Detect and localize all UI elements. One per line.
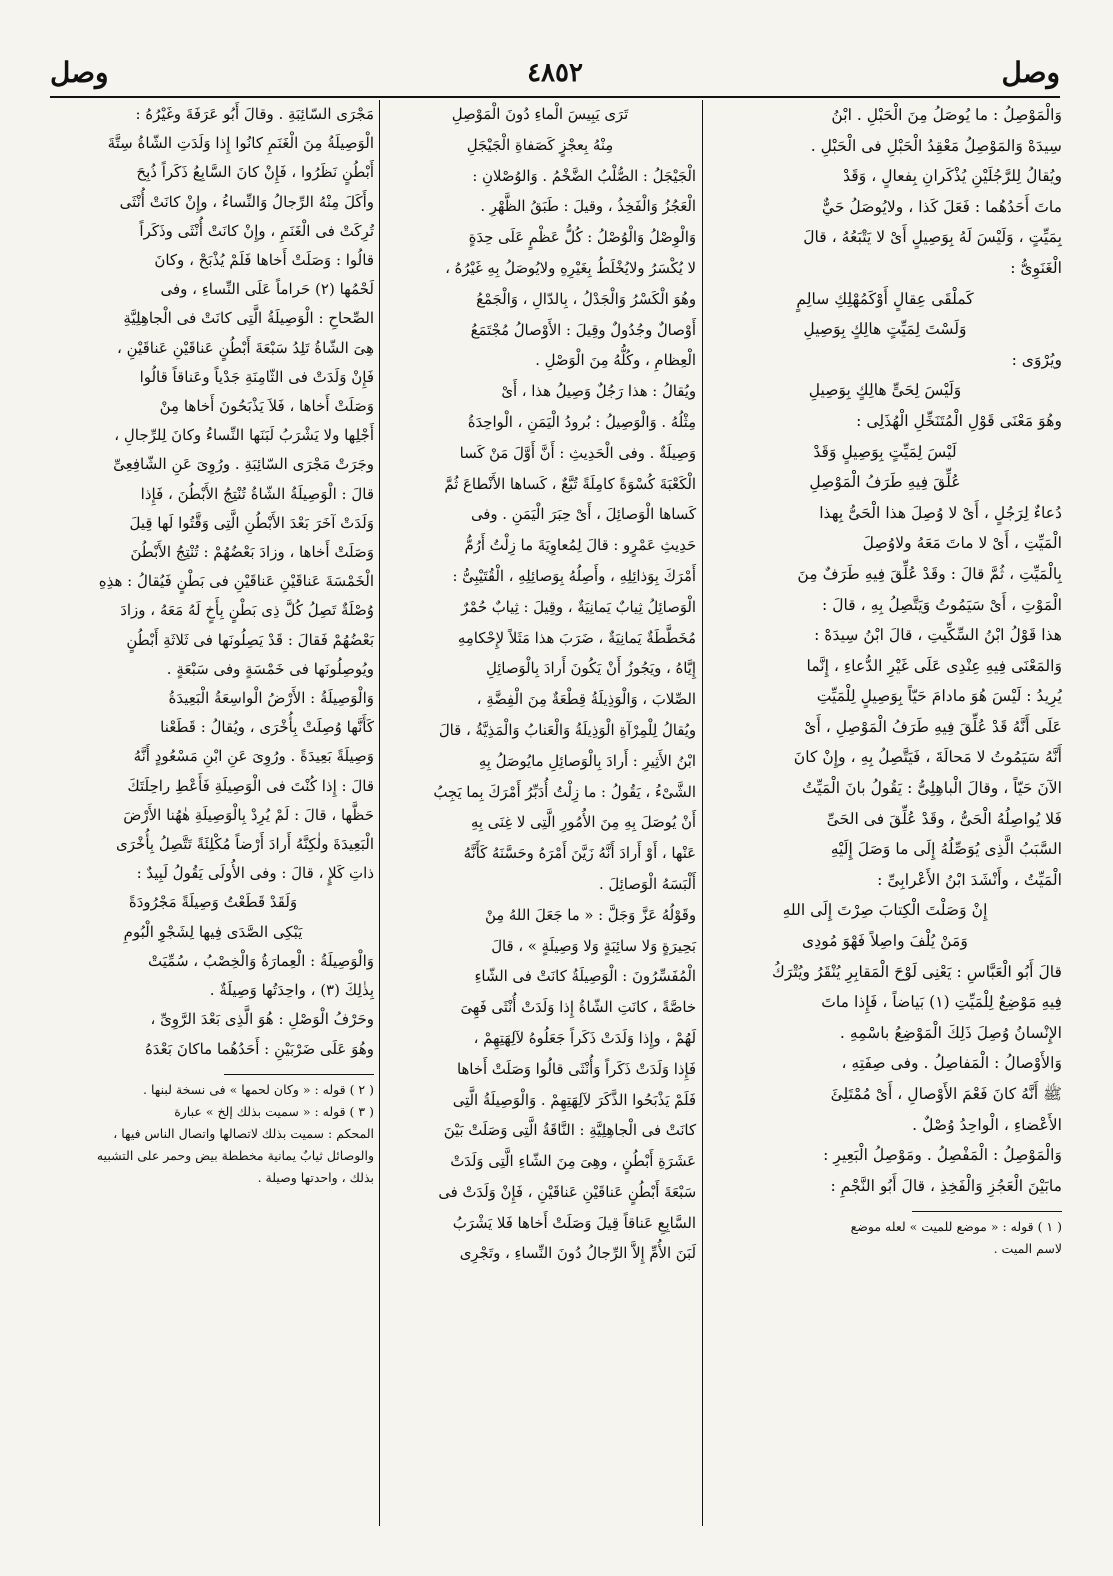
footnote-line: والوصائل ثيابٌ يمانية مخططة بيض وحمر على التشبيه [96,1147,374,1163]
text-line: وهُوَ عَلَى ضَرْبَيْنِ : أَحَدُهُما ماكانَ بَعْدَهُ [144,1039,374,1058]
page-header [50,52,1060,98]
text-line: أَنَّهُ سَيَمُوتُ لا مَحالَةَ ، فَيَتَّصِلُ بِهِ ، وإِنْ كانَ [793,748,1062,767]
column-middle-text [384,100,696,1270]
text-line: أَبْطُنٍ نَظَرُوا ، فَإِنْ كانَ السَّابِعُ ذَكَراً ذُبِحَ [136,163,374,182]
text-line: حَدِيثِ عَمْرٍو : قالَ لِمُعاوِيَةَ ما زِلْتُ أَرُمُّ [464,537,696,555]
text-line: الْخَمْسَةَ عَناقَيْنِ عَناقَيْنِ فى بَطْنٍ فَيُقالُ : هذِهِ [98,572,374,591]
text-line: هِىَ الشّاةُ تَلِدُ سَبْعَةَ أَبْطُنٍ عَناقَيْنِ عَناقَيْنِ ، [117,338,374,357]
text-line: مِثْلُهُ . وَالْوَصِيلُ : بُرودُ الْيَمَنِ ، الْواحِدَةُ [467,413,696,431]
text-line: الْوَصِيلَةُ مِنَ الْغَنَمِ كانُوا إِذا وَلَدَتِ الشّاةُ سِتَّةَ [107,134,374,153]
text-line: قالَ : الْوَصِيلَةُ الشّاةُ تُنْتِجُ الأَبْطُنَ ، فَإِذا [140,484,374,503]
text-line: ماتَ أَحَدُهُما : فَعَلَ كَذا ، ولايُوصَلُ حَيٌّ [821,197,1062,216]
text-line: وقَوْلُهُ عَزَّ وَجَلَّ : « ما جَعَلَ اللهُ مِنْ [484,906,696,924]
text-line: ويُقالُ : هذا رَجُلٌ وَصِيلُ هذا ، أَىْ [501,383,696,401]
footnote-line: ( ١ ) قوله : « موضع للميت » لعله موضع [850,1219,1062,1235]
text-line: فَلَمْ يَذْبَحُوا الذَّكَرَ لآلِهَتِهِمْ . وَالْوَصِيلَةُ الَّتِى [452,1091,696,1109]
column-middle [384,100,696,1270]
text-line: لَهُمْ ، وإِذا وَلَدَتْ ذَكَراً جَعَلُوهُ لآلِهَتِهِمْ ، [473,1029,696,1047]
header-word-right: وصل [1001,56,1060,89]
text-line: حَظَّها ، قالَ : لَمْ يُرِدْ بِالْوَصِيلَةِ هٰهُنا الأَرْضَ [123,805,374,824]
text-line: يُرِيدُ : لَيْسَ هُوَ مادامَ حَيّاً بِوَصِيلٍ لِلْمَيِّتِ [816,687,1062,706]
text-line: تَرَى يَبِيسَ الْماءِ دُونَ الْمَوْصِلِ [451,106,629,123]
text-line: دُعاءٌ لِرَجُلٍ ، أَىْ لا وُصِلَ هذا الْحَىُّ بِهذا [819,503,1062,522]
text-line: الْبَعِيدَةَ ولٰكِنَّهُ أَرادَ أَرْضاً مُكْلِئَةً تَتَّصِلُ بِأُخْرَى [116,835,374,854]
text-line: وَلَدَتْ آخَرَ بَعْدَ الأَبْطُنِ الَّتِى وَقَّتُوا لَها قِيلَ [129,513,374,532]
text-line: وَصِيلَةً بَعِيدَةً . ورُوِىَ عَنِ ابْنِ مَسْعُودٍ أَنَّهُ [133,747,374,766]
text-line: لا يُكْسَرُ ولايُخْلَطُ بِغَيْرِهِ ولايُوصَلُ بِهِ غَيْرُهُ ، [445,259,696,277]
text-line: وَلَقَدْ قَطَعْتُ وَصِيلَةً مَجْرُودَةً [128,893,298,912]
text-line: بِمَيِّتٍ ، وَلَيْسَ لَهُ بِوَصِيلٍ أَىْ لا يَتْبَعُهُ ، قالَ [803,228,1062,247]
text-line: الشَّىْءُ ، يَقُولُ : ما زِلْتُ أُدَبِّرُ أَمْرَكَ بِما يَجِبُ [433,783,696,801]
text-line: أَمْرَكَ بِوَذائِلِهِ ، وأَصِلُهُ بِوَصائِلِهِ ، الْقُتَيْبِىُّ : [452,567,696,585]
text-line: وَالْوِصْلُ وَالْوُصْلُ : كُلُّ عَظْمٍ عَلَى حِدَةٍ [468,229,696,247]
text-line: أَلْبَسَهُ الْوَصائِلَ . [599,875,696,893]
text-line: وجَرَتْ مَجْرَى السّائِبَةِ . ورُوِىَ عَنِ الشّافِعِىِّ [113,455,374,474]
text-line: كَملْقَى عِقالٍ أَوْكَمُهْلِكِ سالِمٍ [796,289,974,308]
footnote-line: ( ٢ ) قوله : « وكان لحمها » فى نسخة لبنها . [143,1081,374,1097]
text-line: الْمَيِّتِ ، أَىْ لا ماتَ مَعَهُ ولاوُصِلَ [862,534,1062,553]
text-line: بِذٰلِكَ (٣) ، واحِدَتُها وَصِيلَةٌ . [209,981,374,1000]
text-line: الْعَجُزُ وَالْفَخِذُ ، وقيلَ : طَبَقُ الظَّهْرِ . [480,198,696,216]
text-line: ﷺ أَنَّهُ كانَ فَعْمَ الأَوْصالِ ، أَىْ مُمْتَلِئَ [830,1085,1062,1103]
text-line: كانَتْ فى الْجاهِلِيَّةِ : النَّاقَةُ الَّتِى وَصَلَتْ بَيْنَ [443,1122,696,1140]
footnote-line: المحكم : سميت بذلك لاتصالها واتصال الناس فيها ، [113,1125,374,1141]
column-left [52,100,374,1189]
text-line: إِيَّاهُ ، ويَجُوزُ أَنْ يَكُونَ أَرادَ بِالْوَصائِلِ [485,660,696,678]
column-left-footnotes [52,1079,374,1189]
text-line: لَحْمُها (٢) حَراماً عَلَى النِّساءِ ، وفى [160,280,374,299]
text-line: فَإِنْ وَلَدَتْ فى الثّامِنَةِ جَدْياً وعَناقاً قالُوا [139,367,374,386]
text-line: إِنْ وَصَلْتَ الْكِتابَ صِرْتَ إِلَى اللهِ [782,901,988,920]
text-line: عَلَى أَنَّهُ قَدْ عُلِّقَ فِيهِ طَرَفُ الْمَوْصِلِ ، أَىْ [804,717,1062,736]
text-line: قالَ أَبُو الْعَبَّاسِ : يَعْنِى لَوْحَ الْمَقابِرِ يُنْقَرُ ويُتْرَكُ [772,962,1062,981]
page-number: ٤٨٥٢ [527,58,583,88]
text-line: عُلِّقَ فِيهِ طَرَفُ الْمَوْصِلِ [809,473,961,492]
text-line: وَمَنْ يُلْفَ واصِلاً فَهْوَ مُودِى [802,932,968,951]
text-line: وَلَسْتَ لِمَيِّتٍ هالِكٍ بِوَصِيلِ [803,320,967,339]
text-line: وَالْمَوْصِلُ : الْمَفْصِلُ . ومَوْصِلُ الْبَعِيرِ : [823,1146,1062,1165]
text-line: قالُوا : وَصَلَتْ أَخاها فَلَمْ يُذْبَحْ ، وكانَ [154,251,374,270]
text-line: وَلَيْسَ لِحَىٍّ هالِكٍ بِوَصِيلِ [808,381,962,400]
text-line: خاصَّةً ، كانَتِ الشّاةُ إِذا وَلَدَتْ أُنْثَى فَهِىَ [460,999,696,1017]
text-line: فَإِذا وَلَدَتْ ذَكَراً وَأُنْثَى قالُوا وَصَلَتْ أَخاها [457,1060,696,1078]
text-line: الْمَوْتِ ، أَىْ سَيَمُوتُ وَيَتَّصِلُ بِهِ ، قالَ : [821,595,1062,614]
text-line: قالَ : إِذا كُنْتَ فى الْوَصِيلَةِ فَأَعْطِ راحِلَتَكَ [127,776,374,795]
text-line: وُصْلَةٌ تَصِلُ كُلَّ ذِى بَطْنٍ بِأَخٍ لَهُ مَعَهُ ، وزادَ [120,601,374,620]
footnote-rule [912,1211,1062,1212]
text-line: الأَعْضاءِ ، الْواحِدُ وُصْلٌ . [912,1115,1062,1134]
text-line: ويُرْوَى : [1011,350,1062,369]
footnote-rule [224,1074,374,1075]
text-line: لَيْسَ لِمَيِّتٍ بِوَصِيلٍ وَقَدْ [813,442,957,461]
text-line: هذا قَوْلُ ابْنُ السِّكِّيتِ ، قالَ ابْنُ سِيدَهْ : [814,626,1062,645]
text-line: الصِّحاحِ : الْوَصِيلَةُ الَّتِى كانَتْ فى الْجاهِلِيَّةِ [123,309,374,328]
column-right [708,100,1062,1260]
text-line: وَصَلَتْ أَخاها ، فَلاَ يَذْبَحُونَ أَخاها مِنْ [159,397,374,416]
text-line: وَالْوَصِيلَةُ : الْعِمارَةُ وَالْخِصْبُ ، سُمِّيَتْ [148,951,374,970]
column-right-footnotes [708,1216,1062,1260]
text-line: الْعِظامِ ، وكُلُّهُ مِنَ الْوَصْلِ . [535,352,696,370]
text-line: وهُوَ الْكَسْرُ وَالْجَدْلُ ، بِالدّالِ ، وَالْجَمْعُ [476,290,696,308]
text-line: مابَيْنَ الْعَجُزِ وَالْفَخِذِ ، قالَ أَبُو النَّجْمِ : [830,1176,1062,1195]
text-line: وأَكَلَ مِنْهُ الرِّجالُ وَالنِّساءُ ، وإِنْ كانَتْ أُنْثَى [119,192,374,211]
text-line: الْوَصائِلُ ثِيابٌ يَمانِيَةٌ ، وقِيلَ : ثِيابٌ حُمْرٌ [461,598,696,616]
text-line: وهُوَ مَعْنَى قَوْلِ الْمُتَنَخِّلِ الْهُذَلِى : [856,411,1062,430]
text-line: أَوْصالٌ وجُدُولٌ وقِيلَ : الأَوْصالُ مُجْتَمَعُ [470,321,696,339]
footnote-line: بذلك ، واحدتها وصيلة . [257,1169,374,1185]
text-line: فِيهِ مَوْضِعٌ لِلْمَيِّتِ (١) بَياضاً ، فَإِذا ماتَ [821,993,1062,1012]
text-line: فَلا يُواصِلُهُ الْحَىُّ ، وقَدْ عُلِّقَ فى الحَىِّ [826,809,1062,828]
text-line: الآنَ حَيّاً ، وقالَ الْباهِلِىُّ : يَقُولُ بانَ الْمَيِّتُ [802,779,1062,798]
text-line: عَشَرَةِ أَبْطُنٍ ، وهِىَ مِنَ الشّاءِ الَّتِى وَلَدَتْ [450,1153,696,1171]
text-line: الصِّلابَ ، وَالْوَذِيلَةُ قِطْعَةٌ مِنَ الْفِضَّةِ ، [476,691,696,709]
text-line: وَصَلَتْ أَخاها ، وزادَ بَعْضُهُمْ : تُنْتِجُ الأَبْطُنَ [130,543,374,562]
text-line: وحَرْفُ الْوَصْلِ : هُوَ الَّذِى بَعْدَ الرَّوِىِّ ، [150,1010,374,1029]
column-left-text [52,100,374,1064]
text-line: وَالْمَوْصِلُ : ما يُوصَلُ مِنَ الْحَبْلِ . ابْنُ [831,106,1062,124]
text-line: وَالمَعْنَى فِيهِ عِنْدِى عَلَى غَيْرِ الدُّعاءِ ، إِنَّما [806,656,1062,675]
footnote-line: ( ٣ ) قوله : « سميت بذلك إلخ » عبارة [174,1103,374,1119]
column-right-text [708,100,1062,1201]
text-line: السَّابِعِ عَناقاً قِيلَ وَصَلَتْ أَخاها فَلا يَشْرَبُ [452,1214,696,1232]
text-line: مُخَطَّطَةٌ يَمانِيَةٌ ، ضَرَبَ هذا مَثَلاً لإِحْكامِهِ [457,629,696,647]
text-line: بَحِيرَةٍ وَلا سائِبَةٍ وَلا وَصِيلَةٍ » ، قالَ [491,937,696,955]
text-line: بَعْضُهُمْ فَقالَ : قَدْ يَصِلُونَها فى ثَلاثَةِ أَبْطُنٍ [126,630,374,649]
text-line: كَساها الْوَصائِلَ ، أَىْ حِبَرَ الْيَمَنِ . وفى [470,506,696,524]
text-line: ويُوصِلُونَها فى خَمْسَةٍ وفى سَبْعَةٍ . [166,659,374,678]
text-line: الْمَيِّتُ ، وأَنْشَدَ ابْنُ الأَعْرابِىِّ : [877,870,1062,889]
text-line: الْغَنَوِىُّ : [1010,258,1062,277]
text-line: مِنْهُ بِعجْزٍ كَصَفاةِ الْجَيْجَلِ [466,136,614,154]
text-line: وَالْوَصِيلَةُ : الأَرْضُ الْواسِعَةُ الْبَعِيدَةُ [168,689,374,708]
text-line: سَبْعَةَ أَبْطُنٍ عَناقَيْنِ عَناقَيْنِ ، فَإِنْ وَلَدَتْ فى [438,1183,696,1201]
text-line: ويُقالُ لِلرَّجُلَيْنِ يُذْكَرانِ بِفعالٍ ، وَقَدْ [843,167,1062,186]
text-line: الْكَعْبَةَ كُسْوَةً كامِلَةً تُبَّعٌ ، كَساها الأَنْطاعَ ثُمَّ [444,475,696,493]
text-line: الْجَيْجَلُ : الصُّلْبُ الضَّخْمُ . وَالوُصْلانِ : [472,167,696,185]
column-rule-right [702,100,703,1526]
text-line: مَجْرَى السّائِبَةِ . وقالَ أَبُو عَرَفَةَ وغَيْرُهُ : [135,105,374,123]
text-line: لَبَنَ الأُمِّ إِلاَّ الرِّجالُ دُونَ النِّساءِ ، وتَجْرِى [459,1245,696,1263]
text-line: وَالأَوْصالُ : الْمَفاصِلُ . وفى صِفَتِهِ ، [841,1054,1062,1073]
text-line: سِيدَهْ وَالمَوْصِلُ مَعْقِدُ الْحَبْلِ فى الْحَبْلِ . [810,136,1062,155]
text-line: أَنْ يُوصَلَ بِهِ مِنَ الأُمُورِ الَّتِى لا غِنَى بِهِ [470,814,696,832]
text-line: كَأَنَّها وُصِلَتْ بِأُخْرَى ، ويُقالُ : قَطَعْنا [160,718,374,737]
text-line: تُرِكَتْ فى الْغَنَمِ ، وإِنْ كانَتْ أُنْثَى وذَكَراً [139,221,374,240]
text-line: الْمُفَسِّرُونَ : الْوَصِيلَةُ كانَتْ فى الشّاءِ [474,968,696,986]
text-line: الإِنْسانُ وُصِلَ ذَلِكَ الْمَوْضِعُ باسْمِهِ . [839,1023,1062,1042]
text-line: يَبْكِى الصَّدَى فِيها لِشَجْوِ الْبُومِ [123,922,303,941]
header-word-left: وصل [50,56,109,89]
footnote-line: لاسم الميت . [993,1241,1062,1257]
text-line: أَجْلِها ولا يَشْرَبُ لَبَنَها النِّساءُ وكانَ لِلرِّجالِ ، [114,426,374,445]
text-line: ويُقالُ لِلْمِرْآةِ الْوَذِيلَةُ وَالْعَنابُ وَالْمَذِيَّةُ ، قالَ [438,721,696,739]
text-line: ابْنُ الأَثِيرِ : أَرادَ بِالْوَصائِلِ مايُوصَلُ بِهِ [478,752,696,770]
text-line: عَنْها ، أَوْ أَرادَ أَنَّهُ زَيَّنَ أَمْرَهُ وحَسَّنَهُ كَأَنَّهُ [463,845,696,863]
column-rule-left [379,100,380,1526]
text-line: السَّبَبُ الَّذِى يُوَصِّلُهُ إِلَى ما وَصَلَ إِلَيْهِ [830,840,1062,859]
text-line: ذاتِ كَلإٍ ، قالَ : وفى الأُولَى يَقُولُ لَبِيدٌ : [136,864,374,883]
text-line: بِالْمَيِّتِ ، ثُمَّ قالَ : وقَدْ عُلِّقَ فِيهِ طَرَفٌ مِنَ [797,564,1062,583]
text-line: وَصِيلَةٌ . وفى الْحَدِيثِ : أَنَّ أَوَّلَ مَنْ كَسا [459,444,696,462]
